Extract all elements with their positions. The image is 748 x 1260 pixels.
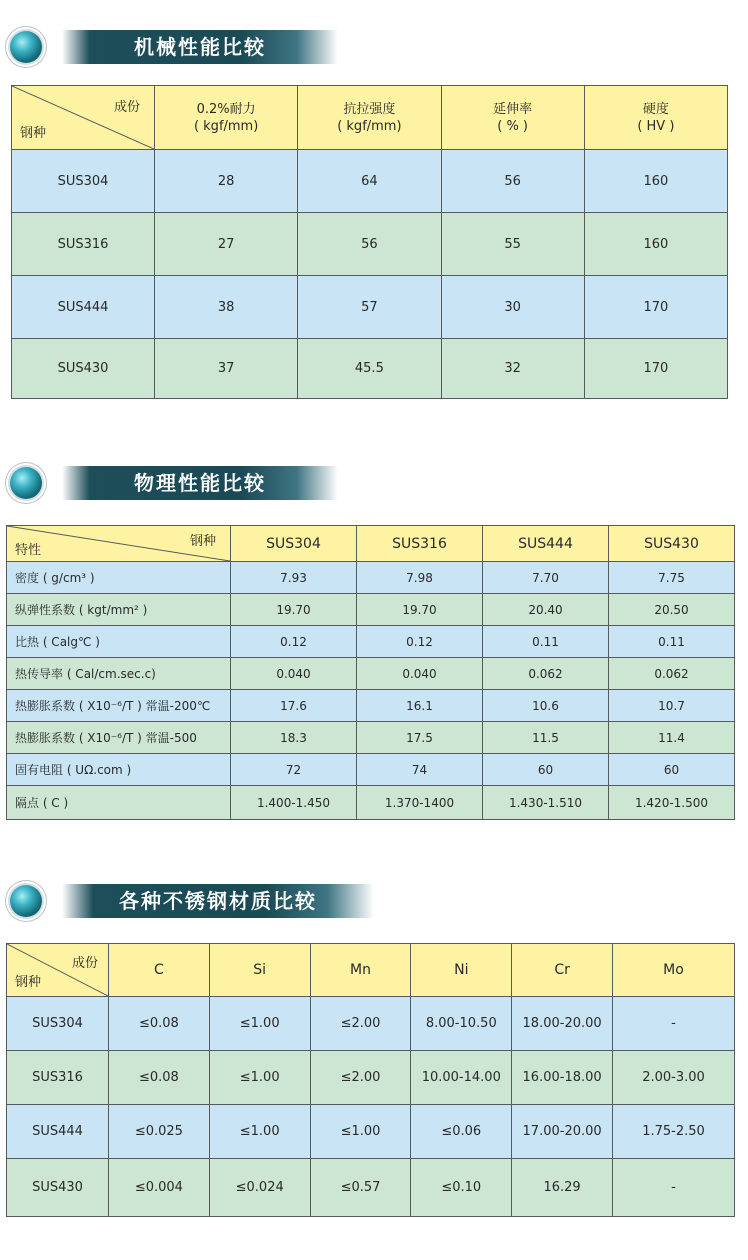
table-row — [7, 1159, 735, 1217]
data-cell: 38 — [155, 276, 298, 339]
data-cell: 19.70 — [231, 594, 357, 626]
data-cell: 160 — [584, 150, 727, 213]
data-cell: 10.6 — [483, 690, 609, 722]
data-cell: 57 — [298, 276, 441, 339]
data-cell: ≤1.00 — [209, 1051, 310, 1105]
data-cell: 30 — [441, 276, 584, 339]
table-row — [7, 594, 735, 626]
data-cell: 0.040 — [231, 658, 357, 690]
corner-bottom-label: 钢种 — [15, 975, 42, 990]
column-header: Ni — [411, 944, 512, 997]
section1-banner — [62, 30, 338, 64]
corner-top-label: 钢种 — [189, 534, 216, 549]
data-cell: ≤1.00 — [209, 1105, 310, 1159]
mechanical-properties-table — [11, 85, 728, 399]
column-header: SUS304 — [231, 526, 357, 562]
column-header — [155, 86, 298, 150]
data-cell: 37 — [155, 339, 298, 399]
data-cell: ≤0.004 — [109, 1159, 210, 1217]
corner-top-label: 成份 — [113, 100, 140, 115]
header-line2: ( kgf/mm) — [193, 118, 259, 134]
data-cell: 7.93 — [231, 562, 357, 594]
corner-top-label: 成份 — [71, 956, 98, 971]
column-header: Si — [209, 944, 310, 997]
row-name-cell: SUS304 — [7, 997, 109, 1051]
globe-bullet-icon — [10, 885, 42, 917]
section2-header — [10, 462, 340, 502]
data-cell: ≤2.00 — [310, 1051, 411, 1105]
data-cell: ≤1.00 — [310, 1105, 411, 1159]
data-cell: 27 — [155, 213, 298, 276]
row-label-cell: 热膨胀系数 ( X10⁻⁶/T ) 常温-200℃ — [7, 690, 231, 722]
data-cell: 160 — [584, 213, 727, 276]
column-header — [584, 86, 727, 150]
header-line1: 抗拉强度 — [343, 101, 396, 117]
table-row — [7, 1105, 735, 1159]
data-cell: ≤0.025 — [109, 1105, 210, 1159]
data-cell: 16.29 — [512, 1159, 613, 1217]
data-cell: ≤0.57 — [310, 1159, 411, 1217]
header-line2: ( HV ) — [637, 118, 675, 134]
table-row — [7, 997, 735, 1051]
section1-title: 机械性能比较 — [134, 35, 266, 59]
data-cell: 1.420-1.500 — [609, 786, 735, 820]
table-row — [7, 562, 735, 594]
table-row — [7, 626, 735, 658]
data-cell: ≤0.08 — [109, 1051, 210, 1105]
row-label-cell: 纵弹性系数 ( kgt/mm² ) — [7, 594, 231, 626]
header-line1: 0.2%耐力 — [196, 101, 256, 117]
row-name-cell: SUS430 — [7, 1159, 109, 1217]
row-name-cell: SUS316 — [7, 1051, 109, 1105]
data-cell: 0.11 — [609, 626, 735, 658]
data-cell: 11.5 — [483, 722, 609, 754]
data-cell: 20.50 — [609, 594, 735, 626]
data-cell: 74 — [357, 754, 483, 786]
data-cell: 56 — [441, 150, 584, 213]
data-cell: 18.3 — [231, 722, 357, 754]
corner-bottom-label: 钢种 — [20, 126, 47, 141]
data-cell: 17.6 — [231, 690, 357, 722]
data-cell: 64 — [298, 150, 441, 213]
row-label-cell: 热膨胀系数 ( X10⁻⁶/T ) 常温-500 — [7, 722, 231, 754]
data-cell: 19.70 — [357, 594, 483, 626]
data-cell: 7.98 — [357, 562, 483, 594]
data-cell: 0.062 — [609, 658, 735, 690]
data-cell: 170 — [584, 339, 727, 399]
data-cell: ≤0.024 — [209, 1159, 310, 1217]
table-row — [7, 1051, 735, 1105]
column-header — [298, 86, 441, 150]
header-line1: 延伸率 — [493, 101, 533, 117]
data-cell: ≤2.00 — [310, 997, 411, 1051]
column-header: SUS444 — [483, 526, 609, 562]
data-cell: 72 — [231, 754, 357, 786]
data-cell: 1.75-2.50 — [613, 1105, 735, 1159]
table-row — [7, 786, 735, 820]
data-cell: ≤0.06 — [411, 1105, 512, 1159]
composition-table — [6, 943, 735, 1217]
row-label-cell: 热传导率 ( Cal/cm.sec.c) — [7, 658, 231, 690]
data-cell: 7.70 — [483, 562, 609, 594]
corner-header-cell — [7, 526, 231, 562]
data-cell: ≤1.00 — [209, 997, 310, 1051]
row-label-cell: 密度 ( g/cm³ ) — [7, 562, 231, 594]
data-cell: 60 — [609, 754, 735, 786]
row-name-cell: SUS304 — [12, 150, 155, 213]
data-cell: 32 — [441, 339, 584, 399]
row-label-cell: 隔点 ( C ) — [7, 786, 231, 820]
corner-bottom-label: 特性 — [15, 543, 42, 558]
header-line1: 硬度 — [642, 101, 669, 117]
data-cell: 18.00-20.00 — [512, 997, 613, 1051]
data-cell: 11.4 — [609, 722, 735, 754]
table-row — [12, 213, 728, 276]
section3-title: 各种不锈钢材质比较 — [119, 889, 317, 913]
corner-header-cell — [7, 944, 109, 997]
table-header-row — [7, 526, 735, 562]
data-cell: 10.7 — [609, 690, 735, 722]
row-name-cell: SUS316 — [12, 213, 155, 276]
data-cell: 0.12 — [357, 626, 483, 658]
column-header: Mn — [310, 944, 411, 997]
data-cell: 60 — [483, 754, 609, 786]
data-cell: 8.00-10.50 — [411, 997, 512, 1051]
data-cell: 16.00-18.00 — [512, 1051, 613, 1105]
table-row — [12, 339, 728, 399]
data-cell: 16.1 — [357, 690, 483, 722]
section3-header — [10, 880, 380, 920]
section2-banner — [62, 466, 338, 500]
data-cell: 17.5 — [357, 722, 483, 754]
data-cell: 2.00-3.00 — [613, 1051, 735, 1105]
data-cell: 0.11 — [483, 626, 609, 658]
data-cell: 0.040 — [357, 658, 483, 690]
table-row — [7, 722, 735, 754]
table-row — [12, 276, 728, 339]
data-cell: 170 — [584, 276, 727, 339]
data-cell: - — [613, 1159, 735, 1217]
section2-title: 物理性能比较 — [134, 471, 266, 495]
data-cell: 10.00-14.00 — [411, 1051, 512, 1105]
table-row — [7, 658, 735, 690]
data-cell: - — [613, 997, 735, 1051]
header-line2: ( % ) — [497, 118, 528, 134]
physical-properties-table — [6, 525, 735, 820]
data-cell: 45.5 — [298, 339, 441, 399]
section3-banner — [62, 884, 374, 918]
row-name-cell: SUS444 — [12, 276, 155, 339]
globe-bullet-icon — [10, 467, 42, 499]
table-row — [12, 150, 728, 213]
corner-header-cell — [12, 86, 155, 150]
table-header-row — [7, 944, 735, 997]
data-cell: 1.400-1.450 — [231, 786, 357, 820]
data-cell: 55 — [441, 213, 584, 276]
data-cell: 7.75 — [609, 562, 735, 594]
globe-bullet-icon — [10, 31, 42, 63]
table-row — [7, 754, 735, 786]
table-row — [7, 690, 735, 722]
section1-header — [10, 26, 340, 66]
data-cell: ≤0.08 — [109, 997, 210, 1051]
data-cell: 28 — [155, 150, 298, 213]
data-cell: 56 — [298, 213, 441, 276]
data-cell: 1.370-1400 — [357, 786, 483, 820]
data-cell: 0.12 — [231, 626, 357, 658]
row-label-cell: 比热 ( Calg℃ ) — [7, 626, 231, 658]
table-header-row — [12, 86, 728, 150]
column-header: C — [109, 944, 210, 997]
header-line2: ( kgf/mm) — [337, 118, 402, 134]
data-cell: 17.00-20.00 — [512, 1105, 613, 1159]
data-cell: 0.062 — [483, 658, 609, 690]
column-header — [441, 86, 584, 150]
data-cell: ≤0.10 — [411, 1159, 512, 1217]
row-label-cell: 固有电阻 ( UΩ.com ) — [7, 754, 231, 786]
row-name-cell: SUS444 — [7, 1105, 109, 1159]
row-name-cell: SUS430 — [12, 339, 155, 399]
column-header: Cr — [512, 944, 613, 997]
column-header: SUS316 — [357, 526, 483, 562]
column-header: Mo — [613, 944, 735, 997]
column-header: SUS430 — [609, 526, 735, 562]
data-cell: 20.40 — [483, 594, 609, 626]
data-cell: 1.430-1.510 — [483, 786, 609, 820]
